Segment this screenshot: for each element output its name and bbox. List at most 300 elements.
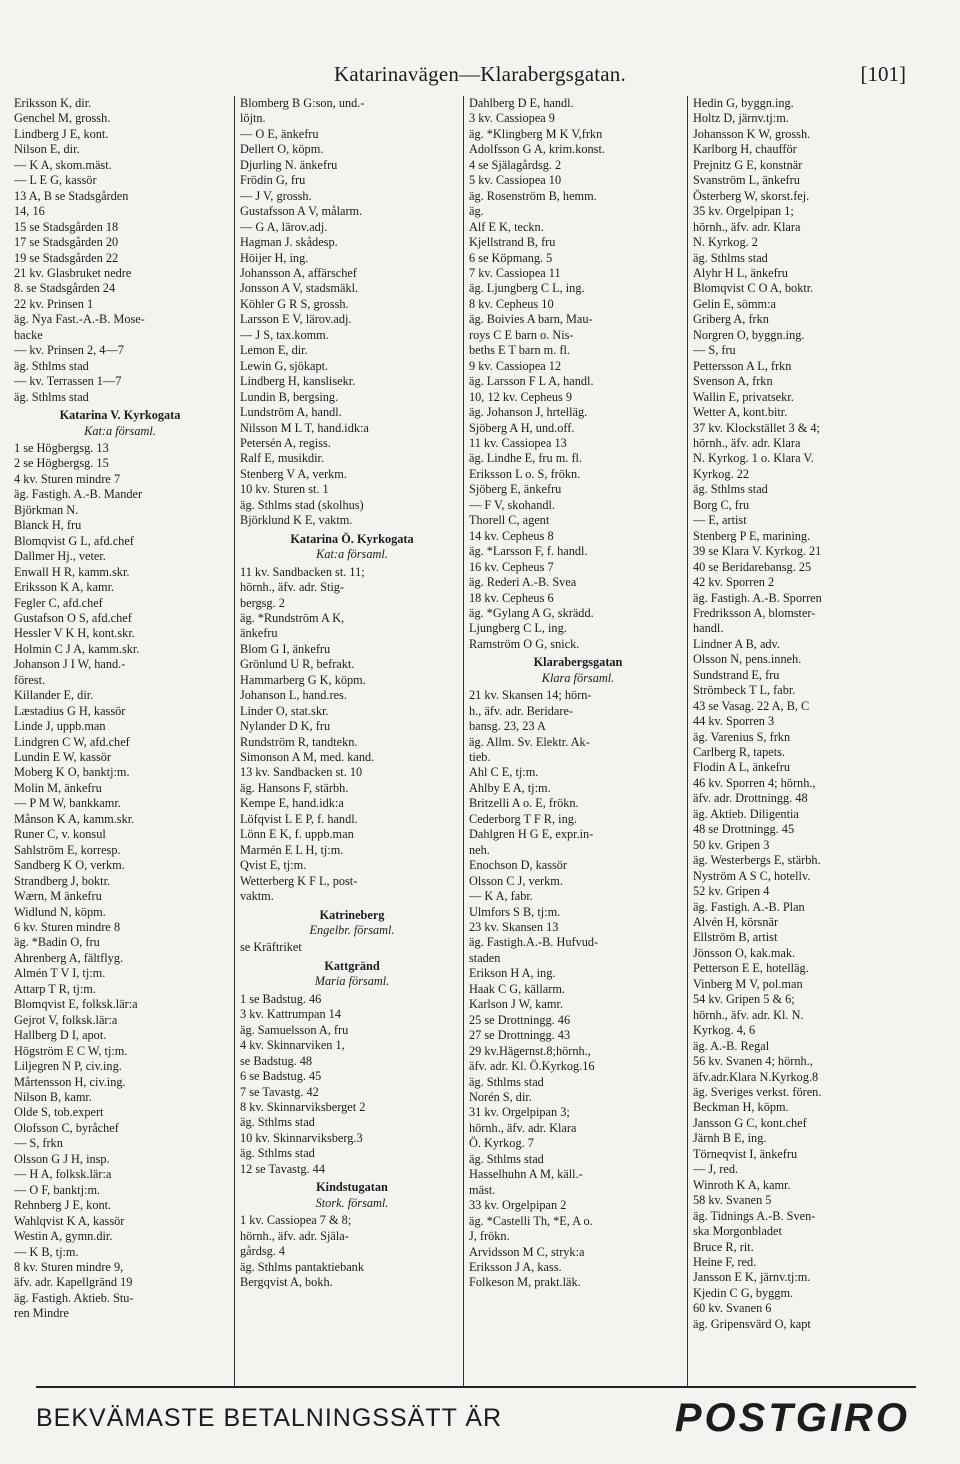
directory-entry: Djurling N. änkefru	[240, 157, 338, 172]
directory-entry: Frödin G, fru	[240, 173, 306, 188]
parish-label: Maria församl.	[314, 974, 390, 989]
directory-entry: gårdsg. 4	[240, 1244, 286, 1259]
directory-column-1	[14, 96, 226, 1386]
directory-entry: 21 kv. Glasbruket nedre	[14, 265, 132, 280]
parish-label: Klara församl.	[541, 670, 615, 685]
street-heading: Klarabergsgatan	[533, 655, 623, 670]
directory-entry: Lundin E W, kassör	[14, 750, 112, 765]
directory-entry: Eriksson L o. S, frökn.	[469, 466, 581, 481]
directory-entry: Ramström O G, snick.	[469, 636, 580, 651]
directory-column-3	[463, 96, 687, 1386]
directory-entry: — H A, folksk.lär:a	[14, 1167, 112, 1182]
directory-entry: Holtz D, järnv.tj:m.	[693, 111, 789, 126]
directory-entry: 1 kv. Cassiopea 7 & 8;	[240, 1213, 352, 1228]
directory-entry: ren Mindre	[14, 1306, 69, 1321]
directory-entry: hörnh., äfv. adr. Stig-	[240, 580, 345, 595]
directory-entry: Hagman J. skådesp.	[240, 235, 338, 250]
directory-entry: Thorell C, agent	[469, 513, 550, 528]
directory-entry: Winroth K A, kamr.	[693, 1177, 791, 1192]
directory-entry: — kv. Prinsen 2, 4—7	[14, 343, 124, 358]
directory-entry: 1 se Högbergsg. 13	[14, 440, 109, 455]
directory-entry: Pettersson A L, frkn	[693, 358, 792, 373]
directory-entry: äg. Fastigh. A.-B. Sporren	[693, 590, 822, 605]
directory-entry: Hasselhuhn A M, käll.-	[469, 1167, 583, 1182]
directory-entry: Dellert O, köpm.	[240, 142, 324, 157]
directory-entry: Enochson D, kassör	[469, 858, 568, 873]
directory-entry: Jansson G C, kont.chef	[693, 1115, 807, 1130]
directory-entry: Stenberg P E, marining.	[693, 528, 811, 543]
directory-entry: 46 kv. Sporren 4; hörnh.,	[693, 775, 816, 790]
advertisement-banner	[36, 1396, 916, 1442]
directory-entry: N. Kyrkog. 1 o. Klara V.	[693, 451, 814, 466]
directory-entry: Grönlund U R, befrakt.	[240, 657, 355, 672]
directory-entry: — J V, grossh.	[240, 188, 312, 203]
directory-entry: Qvist E, tj:m.	[240, 858, 307, 873]
page-header	[0, 62, 960, 92]
directory-entry: vaktm.	[240, 889, 274, 904]
directory-entry: äg. Allm. Sv. Elektr. Ak-	[469, 734, 590, 749]
directory-entry: Sahlström E, korresp.	[14, 842, 121, 857]
directory-entry: 52 kv. Gripen 4	[693, 884, 770, 899]
directory-entry: Karlson J W, kamr.	[469, 997, 563, 1012]
directory-entry: 6 se Köpmang. 5	[469, 250, 553, 265]
directory-entry: Heine F, red.	[693, 1254, 757, 1269]
directory-entry: äg. Rederi A.-B. Svea	[469, 575, 577, 590]
directory-entry: Rehnberg J E, kont.	[14, 1198, 112, 1213]
directory-entry: Bergqvist A, bokh.	[240, 1274, 333, 1289]
directory-entry: 8 kv. Cepheus 10	[469, 296, 554, 311]
directory-entry: bergsg. 2	[240, 595, 285, 610]
directory-entry: Adolfsson G A, krim.konst.	[469, 142, 605, 157]
directory-entry: Attarp T R, tj:m.	[14, 981, 96, 996]
directory-entry: Hedin G, byggn.ing.	[693, 96, 794, 110]
directory-entry: äg. Westerbergs E, stärbh.	[693, 853, 821, 868]
directory-entry: Almén T V I, tj:m.	[14, 966, 106, 981]
directory-entry: Beckman H, köpm.	[693, 1100, 789, 1115]
directory-entry: Petersén A, regiss.	[240, 435, 331, 450]
directory-entry: Dahlgren H G E, expr.in-	[469, 827, 594, 842]
directory-entry: äfv. adr. Kapellgränd 19	[14, 1275, 133, 1290]
directory-entry: Olsson G J H, insp.	[14, 1151, 110, 1166]
directory-entry: 27 se Drottningg. 43	[469, 1028, 571, 1043]
directory-entry: äg. Fastigh. Aktieb. Stu-	[14, 1290, 134, 1305]
directory-entry: äg. Aktieb. Diligentia	[693, 806, 799, 821]
parish-label: Kat:a församl.	[84, 423, 156, 438]
directory-entry: Blom G I, änkefru	[240, 641, 331, 656]
directory-entry: 10 kv. Skinnarviksberg.3	[240, 1130, 363, 1145]
directory-entry: 5 kv. Cassiopea 10	[469, 173, 562, 188]
street-heading: Kattgränd	[324, 958, 380, 973]
directory-entry: 4 kv. Sturen mindre 7	[14, 471, 121, 486]
directory-entry: Petterson E E, hotelläg.	[693, 961, 809, 976]
directory-entry: Sandberg K O, verkm.	[14, 858, 125, 873]
directory-entry: — G A, lärov.adj.	[240, 219, 328, 234]
directory-entry: roys C E barn o. Nis-	[469, 327, 574, 342]
directory-entry: Karlborg H, chaufför	[693, 142, 797, 157]
directory-entry: — O E, änkefru	[240, 126, 319, 141]
directory-entry: Kyrkog. 4, 6	[693, 1023, 756, 1038]
directory-entry: Vinberg M V, pol.man	[693, 976, 803, 991]
street-heading: Katarina Ö. Kyrkogata	[290, 531, 414, 546]
directory-entry: Kjedin C G, byggm.	[693, 1285, 794, 1300]
directory-entry: Jonsson A V, stadsmäkl.	[240, 281, 359, 296]
directory-entry: 8 kv. Sturen mindre 9,	[14, 1259, 124, 1274]
directory-entry: hörnh., äfv. adr. Klara	[469, 1120, 577, 1135]
directory-entry: Ahl C E, tj:m.	[469, 765, 539, 780]
parish-label: Stork. församl.	[315, 1195, 389, 1210]
directory-entry: äg. *Badin O, fru	[14, 935, 100, 950]
directory-entry: äg. Boivies A barn, Mau-	[469, 312, 593, 327]
directory-entry: hörnh., äfv. adr. Själa-	[240, 1228, 349, 1243]
directory-entry: Bruce R, rit.	[693, 1239, 754, 1254]
directory-entry: — P M W, bankkamr.	[14, 796, 121, 811]
directory-entry: 56 kv. Svanen 4; hörnh.,	[693, 1054, 813, 1069]
directory-entry: 43 se Vasag. 22 A, B, C	[693, 698, 810, 713]
directory-entry: Sjöberg A H, und.off.	[469, 420, 575, 435]
directory-entry: äg. Sthlms pantaktiebank	[240, 1259, 364, 1274]
directory-entry: Nylander D K, fru	[240, 719, 331, 734]
page-title: Katarinavägen—Klarabergsgatan.	[334, 62, 626, 86]
directory-entry: Johansson K W, grossh.	[693, 126, 811, 141]
directory-entry: Kyrkog. 22	[693, 466, 750, 481]
directory-entry: Fegler C, afd.chef	[14, 595, 103, 610]
directory-entry: Blomberg B G:son, und.-	[240, 96, 365, 110]
directory-entry: 3 kv. Cassiopea 9	[469, 111, 555, 126]
directory-entry: äg. Sthlms stad (skolhus)	[240, 497, 364, 512]
directory-entry: 6 se Badstug. 45	[240, 1069, 322, 1084]
directory-entry: 21 kv. Skansen 14; hörn-	[469, 688, 592, 703]
directory-entry: 9 kv. Cassiopea 12	[469, 358, 562, 373]
postgiro-logo: POSTGIRO	[674, 1396, 910, 1440]
directory-entry: Eriksson J A, kass.	[469, 1259, 562, 1274]
directory-entry: N. Kyrkog. 2	[693, 235, 758, 250]
directory-entry: Erikson H A, ing.	[469, 966, 556, 981]
directory-entry: Månson K A, kamm.skr.	[14, 811, 135, 826]
directory-entry: Höijer H, ing.	[240, 250, 309, 265]
directory-entry: Lindner A B, adv.	[693, 636, 780, 651]
directory-entry: Dallmer Hj., veter.	[14, 549, 106, 564]
directory-entry: 11 kv. Sandbacken st. 11;	[240, 564, 365, 579]
directory-entry: äg. Sthlms stad	[693, 482, 768, 497]
directory-entry: Lundin B, bergsing.	[240, 389, 339, 404]
directory-entry: 10, 12 kv. Cepheus 9	[469, 389, 573, 404]
directory-entry: Alvén H, körsnär	[693, 915, 779, 930]
directory-entry: Törneqvist I, änkefru	[693, 1146, 798, 1161]
directory-entry: 8. se Stadsgården 24	[14, 281, 116, 296]
directory-entry: 3 kv. Kattrumpan 14	[240, 1007, 341, 1022]
directory-entry: 11 kv. Cassiopea 13	[469, 435, 567, 450]
directory-entry: Linder O, stat.skr.	[240, 703, 329, 718]
directory-entry: Linde J, uppb.man	[14, 719, 106, 734]
directory-entry: — O F, banktj:m.	[14, 1182, 101, 1197]
directory-entry: Jansson E K, järnv.tj:m.	[693, 1270, 811, 1285]
directory-entry: — F V, skohandl.	[469, 497, 555, 512]
directory-entry: äg. Sthlms stad	[240, 1146, 315, 1161]
directory-entry: Læstadius G H, kassör	[14, 703, 126, 718]
directory-entry: Norén S, dir.	[469, 1090, 532, 1104]
directory-entry: 15 se Stadsgården 18	[14, 219, 119, 234]
directory-entry: 2 se Högbergsg. 15	[14, 456, 109, 471]
directory-entry: Rundström R, tandtekn.	[240, 734, 358, 749]
directory-entry: Enwall H R, kamm.skr.	[14, 564, 130, 579]
directory-column-4	[687, 96, 919, 1386]
directory-entry: 40 se Beridarebansg. 25	[693, 559, 812, 574]
directory-entry: Wærn, M änkefru	[14, 889, 102, 904]
directory-entry: 7 se Tavastg. 42	[240, 1084, 319, 1099]
directory-entry: Blanck H, fru	[14, 518, 82, 533]
directory-entry: Fredriksson A, blomster-	[693, 605, 816, 620]
directory-entry: J, frökn.	[469, 1229, 510, 1244]
directory-entry: 60 kv. Svanen 6	[693, 1301, 772, 1316]
footer-divider	[36, 1386, 916, 1388]
directory-entry: 18 kv. Cepheus 6	[469, 590, 554, 605]
directory-entry: äg. Fastigh. A.-B. Plan	[693, 899, 805, 914]
directory-entry: äg. *Larsson F, f. handl.	[469, 544, 588, 559]
directory-entry: äg. Fastigh. A.-B. Mander	[14, 487, 143, 502]
directory-entry: Gustafsson A V, målarm.	[240, 204, 363, 219]
directory-entry: — E, artist	[693, 513, 747, 528]
directory-entry: Gejrot V, folksk.lär:a	[14, 1012, 118, 1027]
directory-entry: Ellström B, artist	[693, 930, 778, 945]
directory-entry: äg. Sthlms stad	[469, 1074, 544, 1089]
directory-entry: 44 kv. Sporren 3	[693, 714, 775, 729]
directory-entry: 14, 16	[14, 204, 45, 219]
directory-entry: Olsson C J, verkm.	[469, 873, 563, 888]
directory-entry: Blomqvist E, folksk.lär:a	[14, 997, 138, 1012]
directory-entry: Björkman N.	[14, 502, 79, 517]
directory-entry: Lindberg J E, kont.	[14, 126, 109, 141]
directory-entry: Ulmfors S B, tj:m.	[469, 904, 561, 919]
directory-entry: 23 kv. Skansen 13	[469, 920, 559, 935]
directory-entry: äg. Sthlms stad	[240, 1115, 315, 1130]
directory-entry: äg. Nya Fast.-A.-B. Mose-	[14, 312, 145, 327]
directory-entry: Ahlby E A, tj:m.	[469, 780, 551, 795]
directory-entry: Simonson A M, med. kand.	[240, 750, 375, 765]
directory-entry: Eriksson K, dir.	[14, 96, 92, 110]
directory-entry: — S, frkn	[14, 1136, 63, 1151]
directory-entry: Runer C, v. konsul	[14, 827, 106, 842]
page-number: [101]	[860, 62, 906, 86]
directory-entry: Mårtensson H, civ.ing.	[14, 1074, 126, 1089]
directory-entry: Ahrenberg A, fältflyg.	[14, 950, 124, 965]
directory-entry: 37 kv. Klockstället 3 & 4;	[693, 420, 820, 435]
directory-entry: äg.	[469, 204, 484, 219]
directory-entry: Lindgren C W, afd.chef	[14, 734, 130, 749]
street-heading: Katrineberg	[319, 907, 385, 922]
directory-entry: Johanson J I W, hand.-	[14, 657, 126, 672]
directory-entry: äg. Gripensvärd O, kapt	[693, 1316, 811, 1331]
directory-entry: Nilsson M L T, hand.idk:a	[240, 420, 369, 435]
directory-entry: h., äfv. adr. Beridare-	[469, 703, 574, 718]
directory-entry: Nyström A S C, hotellv.	[693, 868, 811, 883]
directory-entry: Ö. Kyrkog. 7	[469, 1136, 534, 1151]
directory-entry: Lewin G, sjökapt.	[240, 358, 329, 373]
directory-entry: Wetterberg K F L, post-	[240, 873, 358, 888]
directory-entry: 58 kv. Svanen 5	[693, 1193, 772, 1208]
directory-entry: Svenson A, frkn	[693, 374, 773, 389]
directory-entry: Wetter A, kont.bitr.	[693, 405, 788, 420]
directory-entry: löjtn.	[240, 111, 266, 126]
directory-entry: — K A, skom.mäst.	[14, 157, 112, 172]
directory-entry: Björklund K E, vaktm.	[240, 513, 353, 528]
directory-entry: Strömbeck T L, fabr.	[693, 683, 796, 698]
directory-entry: äg. Varenius S, frkn	[693, 729, 791, 744]
directory-entry: Löfqvist L E P, f. handl.	[240, 811, 358, 826]
directory-entry: Gelin E, sömm:a	[693, 296, 776, 311]
directory-entry: äg. *Rundström A K,	[240, 610, 345, 625]
directory-entry: Genchel M, grossh.	[14, 111, 111, 126]
directory-entry: Molin M, änkefru	[14, 780, 102, 795]
parish-label: Engelbr. församl.	[309, 923, 395, 938]
directory-entry: hörnh., äfv. adr. Klara	[693, 435, 801, 450]
directory-entry: äg. Sveriges verkst. fören.	[693, 1085, 822, 1099]
directory-entry: Britzelli A o. E, frökn.	[469, 796, 579, 811]
directory-entry: Svanström L, änkefru	[693, 173, 800, 188]
directory-entry: Wahlqvist K A, kassör	[14, 1213, 125, 1228]
directory-entry: äg. Larsson F L A, handl.	[469, 374, 594, 389]
directory-entry: äfv.adr.Klara N.Kyrkog.8	[693, 1069, 819, 1084]
directory-entry: hörnh., äfv. adr. Klara	[693, 219, 801, 234]
directory-entry: 54 kv. Gripen 5 & 6;	[693, 992, 795, 1007]
directory-entry: ska Morgonbladet	[693, 1224, 782, 1239]
directory-entry: äg. Fastigh.A.-B. Hufvud-	[469, 935, 599, 950]
directory-entry: Norgren O, byggn.ing.	[693, 327, 805, 342]
directory-entry: Kempe E, hand.idk:a	[240, 796, 344, 811]
directory-entry: Haak C G, källarm.	[469, 981, 565, 996]
directory-entry: Moberg K O, banktj:m.	[14, 765, 130, 780]
directory-entry: Killander E, dir.	[14, 688, 94, 703]
directory-entry: hörnh., äfv. adr. Kl. N.	[693, 1007, 804, 1022]
directory-entry: Olsson N, pens.inneh.	[693, 652, 802, 667]
directory-entry: handl.	[693, 621, 724, 636]
directory-entry: Hallberg D I, apot.	[14, 1028, 107, 1043]
directory-entry: Cederborg T F R, ing.	[469, 811, 577, 826]
directory-entry: änkefru	[240, 626, 278, 641]
directory-entry: Blomqvist C O A, boktr.	[693, 281, 814, 296]
directory-entry: 35 kv. Orgelpipan 1;	[693, 204, 794, 219]
directory-entry: Sundstrand E, fru	[693, 667, 780, 682]
directory-entry: äg. A.-B. Regal	[693, 1038, 770, 1053]
directory-entry: Stenberg V A, verkm.	[240, 466, 347, 481]
directory-entry: Marmén E L H, tj:m.	[240, 842, 344, 857]
directory-entry: Nilson B, kamr.	[14, 1090, 92, 1104]
parish-label: Kat:a församl.	[316, 547, 388, 562]
directory-entry: Dahlberg D E, handl.	[469, 96, 574, 110]
directory-entry: — kv. Terrassen 1—7	[14, 374, 122, 389]
directory-entry: Strandberg J, boktr.	[14, 873, 111, 888]
directory-entry: 25 se Drottningg. 46	[469, 1012, 571, 1027]
directory-entry: Wallin E, privatsekr.	[693, 389, 794, 404]
directory-entry: Borg C, fru	[693, 497, 750, 512]
directory-entry: 16 kv. Cepheus 7	[469, 559, 554, 574]
directory-entry: 22 kv. Prinsen 1	[14, 296, 94, 311]
directory-entry: 4 kv. Skinnarviken 1,	[240, 1038, 345, 1053]
directory-entry: Olde S, tob.expert	[14, 1105, 104, 1120]
directory-entry: äg. Sthlms stad	[469, 1151, 544, 1166]
directory-entry: Järnh B E, ing.	[693, 1131, 767, 1146]
directory-entry: Widlund N, köpm.	[14, 904, 106, 919]
directory-entry: äg. Samuelsson A, fru	[240, 1022, 349, 1037]
directory-entry: 7 kv. Cassiopea 11	[469, 265, 561, 280]
directory-entry: 12 se Tavastg. 44	[240, 1161, 325, 1176]
directory-entry: Carlberg R, tapets.	[693, 745, 785, 760]
directory-entry: 31 kv. Orgelpipan 3;	[469, 1105, 570, 1120]
directory-entry: — J S, tax.komm.	[240, 327, 329, 342]
directory-entry: 8 kv. Skinnarviksberget 2	[240, 1100, 366, 1114]
directory-entry: bansg. 23, 23 A	[469, 719, 546, 734]
directory-entry: äg. Sthlms stad	[14, 389, 89, 404]
directory-entry: 42 kv. Sporren 2	[693, 575, 775, 590]
directory-entry: Westin A, gymn.dir.	[14, 1229, 113, 1244]
directory-entry: äfv. adr. Kl. Ö.Kyrkog.16	[469, 1059, 595, 1074]
directory-entry: Köhler G R S, grossh.	[240, 296, 349, 311]
directory-entry: 48 se Drottningg. 45	[693, 822, 795, 837]
directory-entry: Flodin A L, änkefru	[693, 760, 790, 775]
directory-entry: staden	[469, 950, 501, 965]
directory-entry: äg. Johanson J, hrtelläg.	[469, 405, 588, 420]
directory-entry: Sjöberg E, änkefru	[469, 482, 562, 497]
street-heading: Kindstugatan	[316, 1180, 388, 1195]
directory-column-2	[234, 96, 464, 1386]
directory-entry: Alyhr H L, änkefru	[693, 265, 788, 280]
directory-entry: Ljungberg C L, ing.	[469, 621, 567, 636]
directory-entry: 39 se Klara V. Kyrkog. 21	[693, 544, 822, 559]
banner-text: BEKVÄMASTE BETALNINGSSÄTT ÄR	[36, 1404, 503, 1432]
directory-entry: äfv. adr. Drottningg. 48	[693, 791, 808, 806]
directory-entry: se Badstug. 48	[240, 1053, 313, 1068]
directory-entry: Griberg A, frkn	[693, 312, 769, 327]
directory-entry: 1 se Badstug. 46	[240, 991, 322, 1006]
directory-entry: se Kräftriket	[240, 940, 302, 955]
directory-entry: Lemon E, dir.	[240, 343, 308, 358]
directory-entry: Holmin C J A, kamm.skr.	[14, 641, 140, 656]
directory-entry: Johanson L, hand.res.	[240, 688, 347, 703]
directory-entry: Arvidsson M C, stryk:a	[469, 1244, 585, 1259]
directory-entry: 6 kv. Sturen mindre 8	[14, 920, 121, 935]
directory-entry: äg. *Castelli Th, *E, A o.	[469, 1213, 593, 1228]
directory-entry: 4 se Själagårdsg. 2	[469, 157, 562, 172]
directory-entry: — K A, fabr.	[469, 889, 533, 904]
directory-entry: Liljegren N P, civ.ing.	[14, 1059, 122, 1074]
directory-entry: äg. Sthlms stad	[14, 358, 89, 373]
directory-entry: Olofsson C, byråchef	[14, 1120, 119, 1135]
directory-entry: Högström E C W, tj:m.	[14, 1043, 128, 1058]
directory-entry: äg. Ljungberg C L, ing.	[469, 281, 585, 296]
directory-entry: Eriksson K A, kamr.	[14, 580, 115, 595]
directory-entry: äg. Sthlms stad	[693, 250, 768, 265]
directory-entry: Lönn E K, f. uppb.man	[240, 827, 354, 842]
directory-entry: tieb.	[469, 750, 491, 765]
directory-entry: Nilson E, dir.	[14, 142, 80, 157]
directory-entry: Jönsson O, kak.mak.	[693, 945, 796, 960]
directory-entry: 17 se Stadsgården 20	[14, 235, 119, 250]
directory-entry: — K B, tj:m.	[14, 1244, 79, 1259]
directory-entry: äg. Hansons F, stärbh.	[240, 780, 349, 795]
directory-entry: Österberg W, skorst.fej.	[693, 188, 810, 203]
directory-entry: — J, red.	[693, 1162, 739, 1177]
directory-entry: beths E T barn m. fl.	[469, 343, 570, 358]
directory-entry: 14 kv. Cepheus 8	[469, 528, 554, 543]
directory-entry: 19 se Stadsgården 22	[14, 250, 119, 265]
directory-entry: Gustafson O S, afd.chef	[14, 610, 132, 625]
directory-entry: 33 kv. Orgelpipan 2	[469, 1198, 567, 1213]
directory-entry: 13 A, B se Stadsgården	[14, 188, 129, 203]
street-heading: Katarina V. Kyrkogata	[59, 408, 181, 423]
directory-entry: Lundström A, handl.	[240, 405, 342, 420]
directory-entry: Blomqvist G L, afd.chef	[14, 533, 134, 548]
directory-entry: Kjellstrand B, fru	[469, 235, 556, 250]
directory-columns	[0, 96, 960, 1386]
